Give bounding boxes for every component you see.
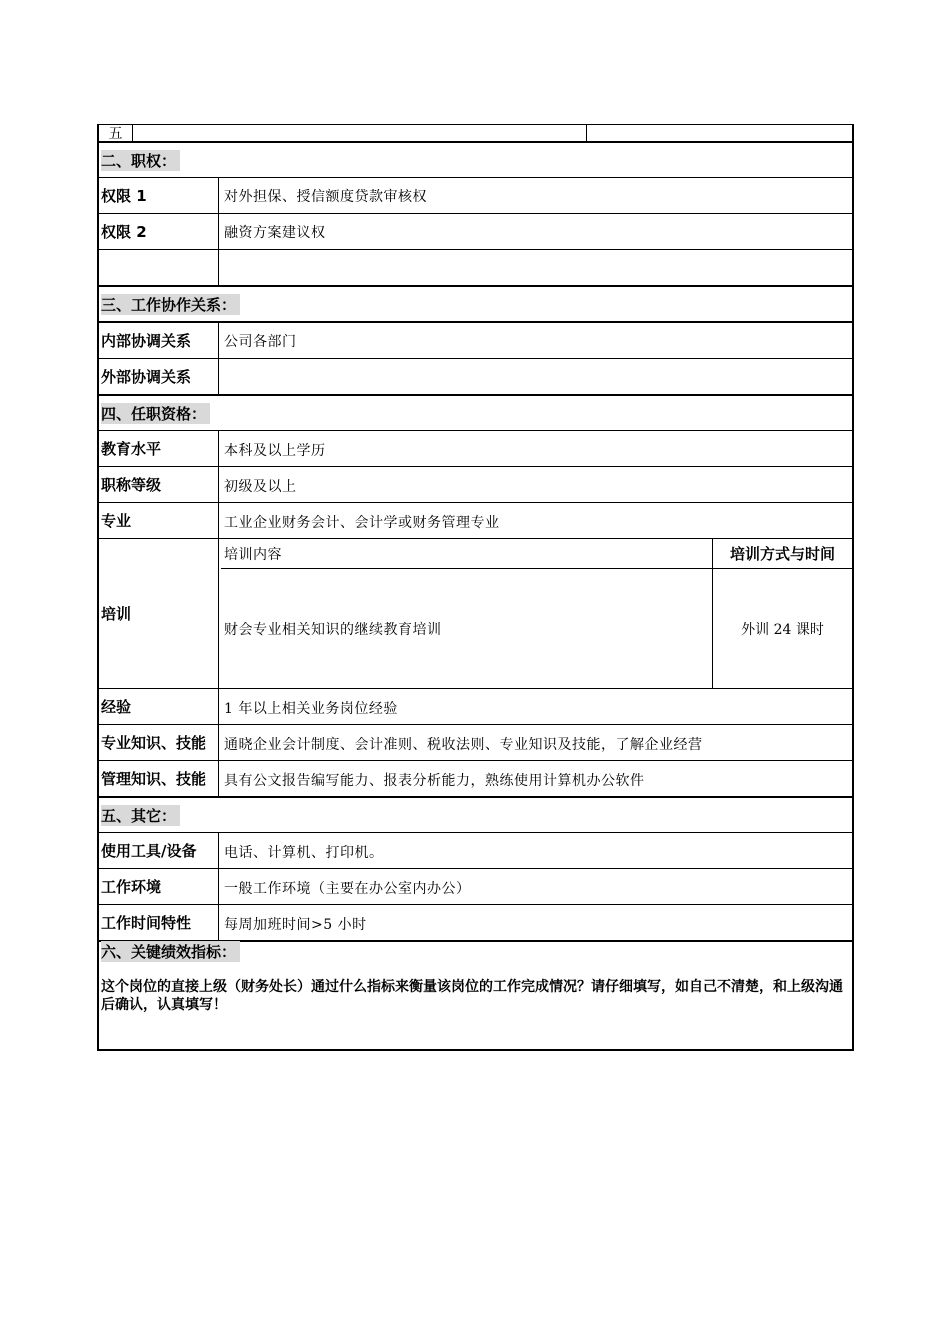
- other-row-hours: [97, 905, 854, 942]
- section-relations: [97, 287, 854, 323]
- row-value: 一般工作环境（主要在办公室内办公）: [224, 881, 471, 897]
- row-label: 职称等级: [99, 467, 219, 502]
- row-value: 融资方案建议权: [224, 224, 326, 241]
- section-kpi: [97, 942, 854, 1051]
- authority-row-3: [97, 250, 854, 287]
- row-label: 外部协调关系: [99, 359, 219, 394]
- kpi-header: [99, 942, 852, 960]
- qualification-row-education: [97, 431, 854, 467]
- training-method: 外训 24 课时: [741, 621, 824, 638]
- job-description-table: [97, 124, 854, 1051]
- other-row-environment: [97, 869, 854, 905]
- training-content: 财会专业相关知识的继续教育培训: [221, 569, 713, 688]
- row-label: 培训: [99, 539, 219, 688]
- row-label: 教育水平: [99, 431, 219, 466]
- row-value: 对外担保、授信额度贷款审核权: [224, 188, 427, 205]
- section-title: 五、其它：: [101, 805, 180, 826]
- training-content-header: 培训内容: [221, 539, 713, 569]
- training-row: [97, 539, 854, 689]
- row-label: 工作环境: [99, 869, 219, 904]
- row-value: 1 年以上相关业务岗位经验: [224, 701, 398, 717]
- row-value: 电话、计算机、打印机。: [224, 845, 384, 861]
- relations-row-external: [97, 359, 854, 396]
- row-value: 本科及以上学历: [224, 443, 326, 459]
- row-value: [221, 250, 852, 285]
- qualification-row-title: [97, 467, 854, 503]
- section-authority: [97, 143, 854, 178]
- row-value: 公司各部门: [224, 333, 297, 350]
- row-value: 工业企业财务会计、会计学或财务管理专业: [224, 515, 500, 531]
- skills-row-management: [97, 761, 854, 798]
- kpi-note: 这个岗位的直接上级（财务处长）通过什么指标来衡量该岗位的工作完成情况？请仔细填写，如自己不清楚，和上级沟通后确认，认真填写！: [101, 979, 843, 1013]
- row-value: [221, 359, 852, 394]
- section-qualifications: [97, 396, 854, 431]
- other-row-tools: [97, 833, 854, 869]
- row-value: 具有公文报告编写能力、报表分析能力，熟练使用计算机办公软件: [224, 773, 645, 789]
- row-value: 初级及以上: [224, 479, 297, 495]
- row-label: 使用工具/设备: [99, 833, 219, 868]
- qualification-row-major: [97, 503, 854, 539]
- section-title: 六、关键绩效指标：: [101, 941, 240, 962]
- section-other: [97, 798, 854, 833]
- authority-row-1: [97, 178, 854, 214]
- row-label: 权限 1: [99, 178, 219, 213]
- continued-row: [97, 124, 854, 143]
- row-value: 每周加班时间>5 小时: [224, 917, 367, 933]
- section-title: 三、工作协作关系：: [101, 294, 240, 315]
- row-label: 经验: [99, 689, 219, 724]
- skills-row-professional: [97, 725, 854, 761]
- row-label: 专业: [99, 503, 219, 538]
- row-label: 管理知识、技能: [99, 761, 219, 796]
- row-label: 工作时间特性: [99, 905, 219, 940]
- section-title: 四、任职资格：: [101, 403, 210, 424]
- authority-row-2: [97, 214, 854, 250]
- row-number: 五: [99, 125, 133, 141]
- row-value: 通晓企业会计制度、会计准则、税收法则、专业知识及技能，了解企业经营: [224, 737, 703, 753]
- row-label: 内部协调关系: [99, 323, 219, 358]
- training-method-header: 培训方式与时间: [713, 539, 852, 569]
- section-title: 二、职权：: [101, 150, 180, 171]
- row-label: 专业知识、技能: [99, 725, 219, 760]
- row-label: 权限 2: [99, 214, 219, 249]
- row-label: [99, 250, 219, 285]
- relations-row-internal: [97, 323, 854, 359]
- empty-cell: [586, 125, 587, 141]
- skills-row-experience: [97, 689, 854, 725]
